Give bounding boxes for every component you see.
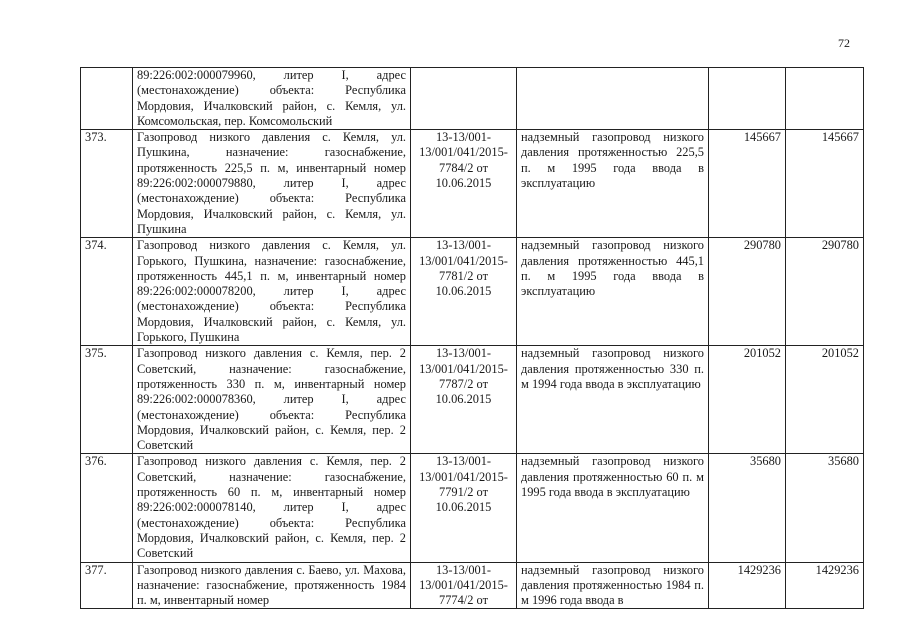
row-number [81, 68, 133, 130]
registration-record: 13-13/001-13/001/041/2015-7787/2 от 10.06.2015 [411, 346, 517, 454]
row-number: 377. [81, 562, 133, 609]
book-value: 145667 [709, 130, 786, 238]
object-characteristics [517, 68, 709, 130]
table-row [81, 346, 864, 454]
residual-value [786, 68, 864, 130]
registry-table [80, 67, 864, 609]
book-value: 290780 [709, 238, 786, 346]
table-row [81, 562, 864, 609]
object-characteristics: надземный газопровод низкого давления протяженностью 330 п. м 1994 года ввода в эксплуатацию [517, 346, 709, 454]
book-value: 35680 [709, 454, 786, 562]
object-description: Газопровод низкого давления с. Кемля, пер. 2 Советский, назначение: газоснабжение, протяженность 330 п. м, инвентарный номер 89:226:002:000078360, литер I, адрес (местонахождение) объекта: Республика Мордовия, Ичалковский район, с. Кемля, пер. 2 Советский [133, 346, 411, 454]
object-description: Газопровод низкого давления с. Кемля, ул. Горького, Пушкина, назначение: газоснабжение, протяженность 445,1 п. м, инвентарный номер 89:226:002:000078200, литер I, адрес (местонахождение) объекта: Республика Мордовия, Ичалковский район, с. Кемля, ул. Горького, Пушкина [133, 238, 411, 346]
registration-record: 13-13/001-13/001/041/2015-7781/2 от 10.06.2015 [411, 238, 517, 346]
residual-value: 290780 [786, 238, 864, 346]
residual-value: 35680 [786, 454, 864, 562]
object-characteristics: надземный газопровод низкого давления протяженностью 445,1 п. м 1995 года ввода в эксплуатацию [517, 238, 709, 346]
book-value: 201052 [709, 346, 786, 454]
row-number: 373. [81, 130, 133, 238]
table-row [81, 238, 864, 346]
row-number: 376. [81, 454, 133, 562]
registration-record [411, 68, 517, 130]
row-number: 375. [81, 346, 133, 454]
residual-value: 201052 [786, 346, 864, 454]
object-characteristics: надземный газопровод низкого давления протяженностью 1984 п. м 1996 года ввода в [517, 562, 709, 609]
object-description: Газопровод низкого давления с. Кемля, пер. 2 Советский, назначение: газоснабжение, протяженность 60 п. м, инвентарный номер 89:226:002:000078140, литер I, адрес (местонахождение) объекта: Республика Мордовия, Ичалковский район, с. Кемля, пер. 2 Советский [133, 454, 411, 562]
table-row [81, 130, 864, 238]
object-characteristics: надземный газопровод низкого давления протяженностью 225,5 п. м 1995 года ввода в эксплуатацию [517, 130, 709, 238]
object-description: Газопровод низкого давления с. Кемля, ул. Пушкина, назначение: газоснабжение, протяженность 225,5 п. м, инвентарный номер 89:226:002:000079880, литер I, адрес (местонахождение) объекта: Республика Мордовия, Ичалковский район, с. Кемля, ул. Пушкина [133, 130, 411, 238]
table-row [81, 68, 864, 130]
book-value: 1429236 [709, 562, 786, 609]
registration-record: 13-13/001-13/001/041/2015-7784/2 от 10.06.2015 [411, 130, 517, 238]
object-characteristics: надземный газопровод низкого давления протяженностью 60 п. м 1995 года ввода в эксплуатацию [517, 454, 709, 562]
book-value [709, 68, 786, 130]
residual-value: 1429236 [786, 562, 864, 609]
row-number: 374. [81, 238, 133, 346]
residual-value: 145667 [786, 130, 864, 238]
object-description: 89:226:002:000079960, литер I, адрес (местонахождение) объекта: Республика Мордовия, Ичалковский район, с. Кемля, ул. Комсомольская, пер. Комсомольский [133, 68, 411, 130]
object-description: Газопровод низкого давления с. Баево, ул. Махова, назначение: газоснабжение, протяженность 1984 п. м, инвентарный номер [133, 562, 411, 609]
page-number: 72 [838, 36, 850, 50]
registration-record: 13-13/001-13/001/041/2015-7774/2 от [411, 562, 517, 609]
table-row [81, 454, 864, 562]
registration-record: 13-13/001-13/001/041/2015-7791/2 от 10.06.2015 [411, 454, 517, 562]
